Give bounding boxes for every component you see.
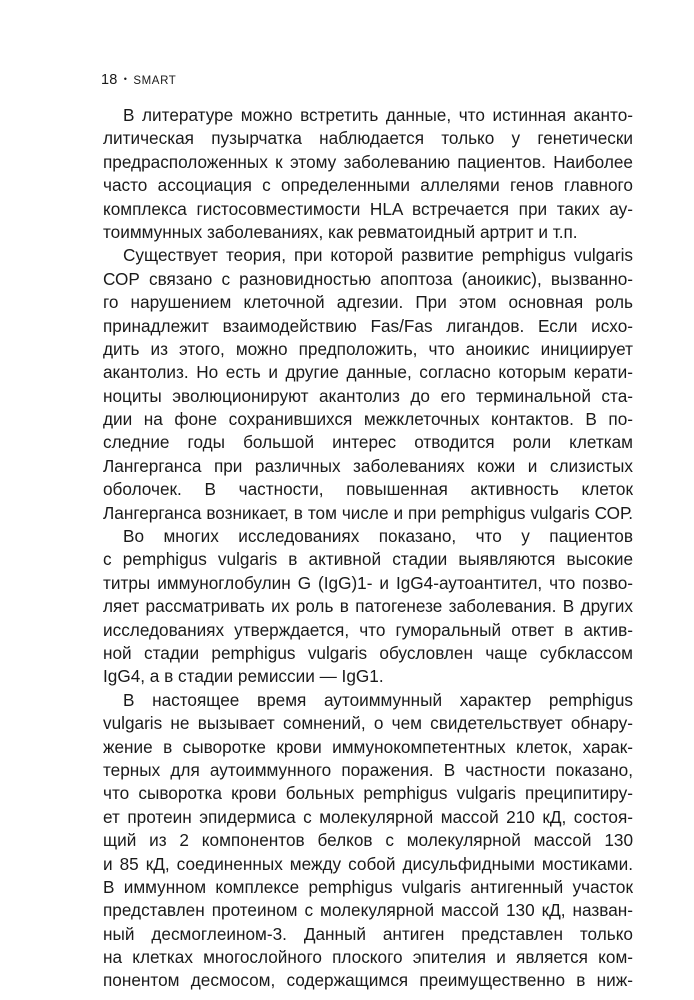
text-line: го нарушением клеточной адгезии. При этом основная роль	[103, 292, 633, 313]
series-title: SMART	[133, 75, 177, 87]
text-line: предрасположенных к этому заболеванию пациентов. Наиболее	[103, 151, 633, 172]
text-line: ноциты эволюционируют акантолиз до его терминальной ста-	[103, 385, 633, 406]
text-line: IgG4, а в стадии ремиссии — IgG1.	[103, 666, 384, 687]
text-line: акантолиз. Но есть и другие данные, согласно которым керати-	[103, 362, 633, 383]
text-line: с pemphigus vulgaris в активной стадии выявляются высокие	[103, 549, 633, 570]
text-line: и 85 кД, соединенных между собой дисульфидными мостиками.	[103, 853, 633, 874]
text-line: Лангерганса возникает, в том числе и при pemphigus vulgaris СОР.	[103, 502, 633, 523]
text-line: представлен протеином с молекулярной массой 130 кД, назван-	[103, 900, 633, 921]
text-line: Во многих исследованиях показано, что у пациентов	[123, 526, 633, 547]
text-line: следние годы большой интерес отводится роли клеткам	[103, 432, 633, 453]
text-line: ляет рассматривать их роль в патогенезе заболевания. В других	[103, 596, 633, 617]
page-number: 18	[101, 72, 118, 88]
header-separator: •	[123, 74, 128, 84]
text-line: литическая пузырчатка наблюдается только у генетически	[103, 128, 633, 149]
paragraph	[103, 104, 633, 244]
text-line: понентом десмосом, содержащимся преимущественно в ниж-	[103, 970, 633, 991]
text-line: дить из этого, можно предположить, что аноикис инициирует	[103, 338, 633, 359]
text-line: тоиммунных заболеваниях, как ревматоидный артрит и т.п.	[103, 221, 578, 242]
text-line: Лангерганса при различных заболеваниях кожи и слизистых	[103, 455, 633, 476]
text-line: титры иммуноглобулин G (IgG)1- и IgG4-аутоантител, что позво-	[103, 572, 633, 593]
text-line: СОР связано с разновидностью апоптоза (аноикис), вызванно-	[103, 268, 633, 289]
text-line: В иммунном комплексе pemphigus vulgaris антигенный участок	[103, 876, 633, 897]
text-line: что сыворотка крови больных pemphigus vulgaris преципитиру-	[103, 783, 633, 804]
text-line: щий из 2 компонентов белков с молекулярной массой 130	[103, 830, 633, 851]
text-line: ной стадии pemphigus vulgaris обусловлен чаще субклассом	[103, 642, 633, 663]
text-line: дии на фоне сохранившихся межклеточных контактов. В по-	[103, 409, 633, 430]
text-line: оболочек. В частности, повышенная активность клеток	[103, 479, 633, 500]
text-line: исследованиях утверждается, что гуморальный ответ в актив-	[103, 619, 633, 640]
text-line: ет протеин эпидермиса с молекулярной массой 210 кД, состоя-	[103, 806, 633, 827]
paragraph	[103, 525, 633, 689]
text-line: принадлежит взаимодействию Fas/Fas лигандов. Если исхо-	[103, 315, 633, 336]
paragraph	[103, 244, 633, 525]
running-head	[101, 70, 176, 90]
paragraph	[103, 689, 633, 993]
text-line: ный десмоглеином-3. Данный антиген представлен только	[103, 923, 633, 944]
text-line: В литературе можно встретить данные, что истинная аканто-	[123, 105, 633, 125]
text-line: vulgaris не вызывает сомнений, о чем свидетельствует обнару-	[103, 713, 633, 734]
text-line: В настоящее время аутоиммунный характер pemphigus	[123, 689, 633, 710]
text-line: жение в сыворотке крови иммунокомпетентных клеток, харак-	[103, 736, 633, 757]
text-line: Существует теория, при которой развитие pemphigus vulgaris	[123, 245, 633, 266]
text-line: комплекса гистосовместимости HLA встречается при таких ау-	[103, 198, 633, 219]
text-line: терных для аутоиммунного поражения. В частности показано,	[103, 759, 633, 780]
text-line: часто ассоциация с определенными аллелями генов главного	[103, 175, 633, 196]
text-line: на клетках многослойного плоского эпителия и является ком-	[103, 947, 633, 968]
body-text	[103, 104, 633, 993]
